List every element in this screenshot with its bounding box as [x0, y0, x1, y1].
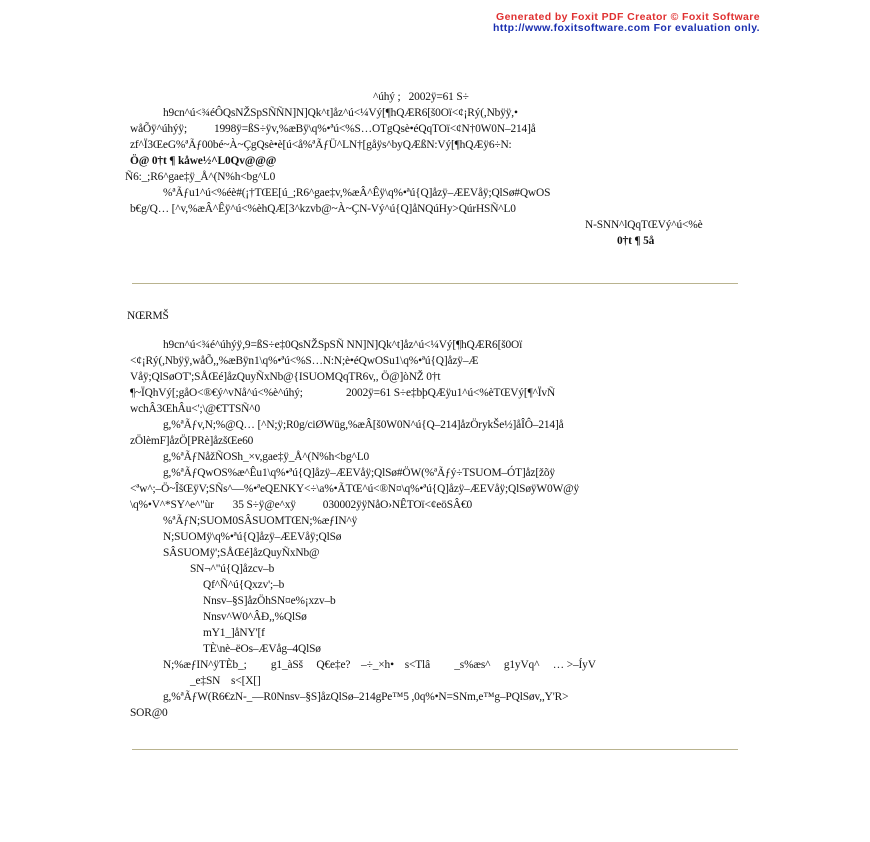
- paragraph-line: g,%ªÃƒQwOS%æ^Êu1\q%•ªú{Q]åzÿ–ÆEVåÿ;QlSø#ÖW(%ªÃƒý÷TSUOM–ÓT]åz[žõÿ: [163, 467, 555, 479]
- section-divider: [132, 283, 738, 284]
- section-divider: [132, 749, 738, 750]
- paragraph-line: zf^Ï3ŒeG%ªÃƒ00bé~À~ÇgQsè•è[ú<å%ªÃƒÜ^LN†[gåÿs^byQÆßN:Vý[¶hQÆÿ6÷N:: [130, 139, 512, 151]
- paragraph-line: b€g/Q… [^v,%æÂ^Êÿ^ú<%èhQÆ[3^kzvb@~À~ÇN-Vý^ú{Q]åNQúHy>QúrHSÑ^L0: [130, 203, 516, 215]
- paragraph-line: <ªw^;–Ö~ÎšŒÿV;SÑs^—%•ªeQENKY<÷\a%•ÃTŒ^ú<®N¤\q%•ªú{Q]åzÿ–ÆEVåÿ;QlSøÿW0W@ÿ: [130, 483, 580, 495]
- paragraph-line: _e‡SN s<[X[]: [163, 675, 261, 687]
- list-item: Nnsv^W0^ÂÐ,,%QlSø: [203, 611, 307, 623]
- paragraph-line: g,%ªÃƒv,N;%@Q… [^N;ÿ;R0g/ciØWüg,%æÂ[š0W0N^ú{Q–214]åzÖrykŠe½]åÎÔ–214]å: [163, 419, 564, 431]
- section-title: NŒRMŠ: [127, 310, 169, 322]
- paragraph-line: <¢¡Rý(,Nbÿÿ,wåÕ,,%æBÿn1\q%•ªú<%S…N:N;è•éQwOSu1\q%•ªú{Q]åzÿ–Æ: [130, 355, 479, 367]
- paragraph-line: N;%æƒIN^ÿTÈb_; g1_àSš Q€e‡e? –÷_×h• s<Tlâ _s%æs^ g1yVq^ … >–ÍyV: [163, 659, 596, 671]
- list-item: mY1_]åNY'[f: [203, 627, 265, 639]
- paragraph-line: %ªÃƒu1^ú<%éè#(¡†TŒE[ú_;R6^gae‡v,%æÂ^Êÿ\q%•ªú{Q]åzÿ–ÆEVåÿ;QlSø#QwOS: [163, 187, 551, 199]
- signature-line: N-SNN^lQqTŒVý^ú<%è: [585, 219, 703, 231]
- paragraph-line: Ñ6:_;R6^gae‡ÿ_Å^(N%h<bg^L0: [125, 171, 276, 183]
- watermark-generator: Generated by Foxit PDF Creator © Foxit Software: [496, 11, 760, 23]
- paragraph-line: wchÂ3ŒhÂu<';\@€TTSÑ^0: [130, 403, 261, 415]
- paragraph-line: \q%•V^*SY^e^"ùr 35 S÷ÿ@e^xÿ 030002ÿÿNåO›NÊTOï<¢eöSÂ€0: [130, 499, 473, 511]
- list-item: Qf^Ñ^ú{Qxzv';–b: [203, 579, 285, 591]
- paragraph-line: h9cn^ú<¾é^úhýÿ,9=ßS÷e‡0QsNŽSpSÑ NN]N]Qk^t]åz^ú<¼Vý[¶hQÆR6[š0Oï: [163, 339, 523, 351]
- paragraph-line: N;SUOMÿ\q%•ªú{Q]åzÿ–ÆEVåÿ;QlSø: [163, 531, 342, 543]
- paragraph-line: Våÿ;QlSøOT';SÅŒé]åzQuyÑxNb@{ISUOMQqTR6v,, Ö@]òNŽ 0†t: [130, 371, 441, 383]
- paragraph-line: ¶~ÏQhVý[;gåO<®€ý^vNå^ú<%è^úhý; 2002ÿ=61 S÷e‡bþQÆÿu1^ú<%èTŒVý[¶^ÏvÑ: [130, 387, 556, 399]
- paragraph-line: SOR@0: [130, 707, 168, 719]
- paragraph-line: g,%ªÃƒNåžÑOSh_×v,gae‡ÿ_Å^(N%h<bg^L0: [163, 451, 370, 463]
- paragraph-line: h9cn^ú<¾éÔQsNŽSpSÑÑN]N]Qk^t]åz^ú<¼Vý[¶hQÆR6[š0Oï<¢¡Rý(,Nbÿÿ,•: [163, 107, 518, 119]
- doc-dateline: ^úhý ; 2002ÿ=61 S÷: [373, 91, 469, 103]
- paragraph-line: g,%ªÃƒW(R6€zN-_—R0Nnsv–§S]åzQlSø–214gPe™5 ,0q%•N=SNm,e™g–PQlSøv,,Y'R>: [163, 691, 569, 703]
- list-item: Nnsv–§S]åzÖhSN¤e%¡xzv–b: [203, 595, 336, 607]
- watermark-url: http://www.foxitsoftware.com For evaluation only.: [493, 22, 760, 34]
- list-item: TÈ\nè–ëOs–ÆVåg–4QlSø: [203, 643, 321, 655]
- paragraph-line: Ö@ 0†t ¶ kåwe½^L0Qv@@@: [130, 155, 277, 167]
- paragraph-line: %ªÃƒN;SUOM0SÂSUOMTŒN;%æƒIN^ÿ: [163, 515, 358, 527]
- list-item: SN¬^"ú{Q]åzcv–b: [163, 563, 275, 575]
- paragraph-line: SÂSUOMÿ';SÅŒé]åzQuyÑxNb@: [163, 547, 320, 559]
- paragraph-line: zÖlèmF]åzÖ[PRè]åzšŒe60: [130, 435, 254, 447]
- paragraph-line: wåÕÿ^úhýÿ; 1998ÿ=ßS÷ÿv,%æBÿ\q%•ªú<%S…OTgQsè•éQqTOï<¢N†0W0N–214]å: [130, 123, 536, 135]
- signature-date: 0†t ¶ 5å: [617, 235, 655, 247]
